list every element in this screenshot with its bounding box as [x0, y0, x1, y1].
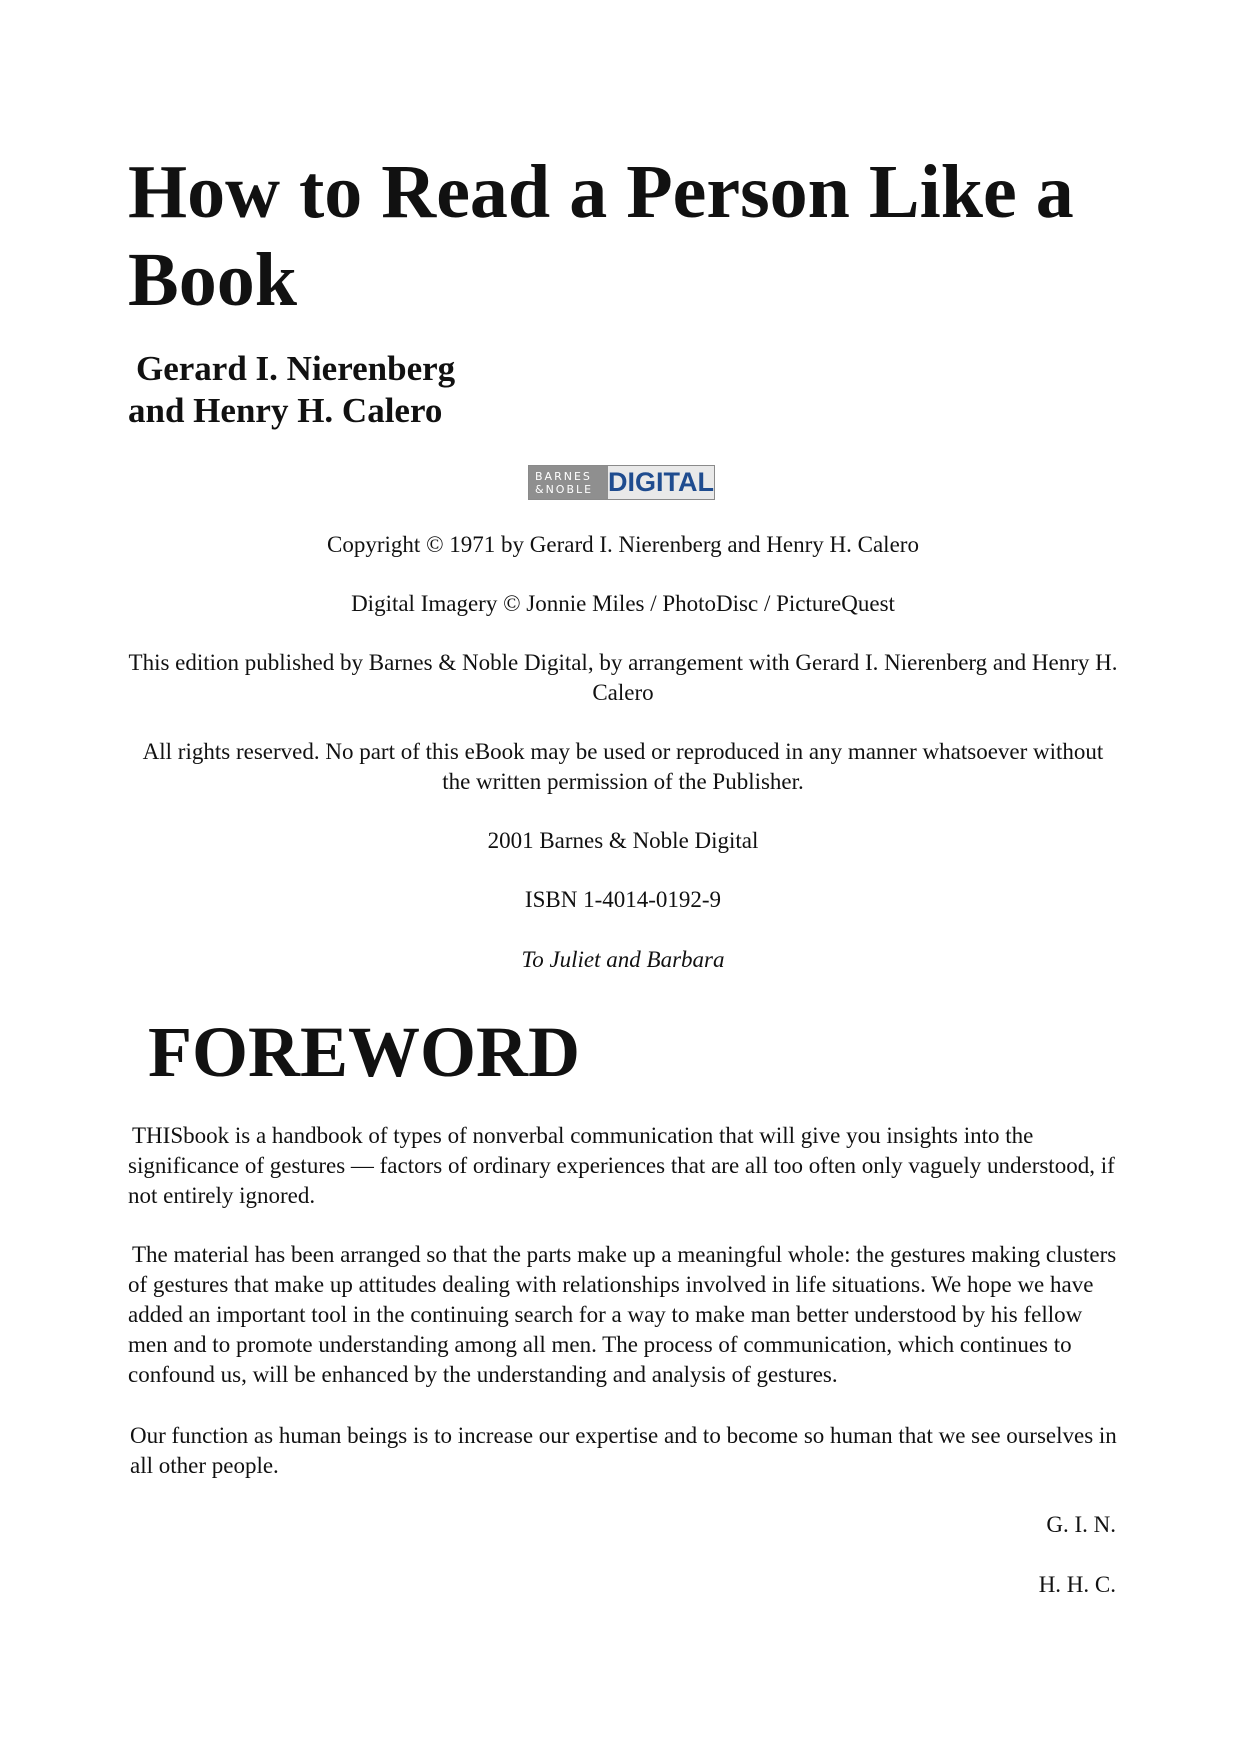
- signature-hhc: H. H. C.: [1038, 1572, 1116, 1597]
- rights-notice: All rights reserved. No part of this eBook may be used or reproduced in any manner whatsoever without the written permission of the Publisher.: [142, 739, 1104, 794]
- dedication: To Juliet and Barbara: [521, 947, 725, 972]
- foreword-paragraph-3: Our function as human beings is to increase our expertise and to become so human that we see ourselves in all other people.: [130, 1423, 1117, 1478]
- book-title: How to Read a Person Like a Book: [128, 150, 1074, 322]
- imagery-credit: Digital Imagery © Jonnie Miles / PhotoDisc / PictureQuest: [351, 591, 895, 616]
- barnes-noble-digital-logo: [528, 465, 715, 500]
- edition-note: This edition published by Barnes & Noble Digital, by arrangement with Gerard I. Nierenberg and Henry H. Calero: [128, 650, 1118, 705]
- copyright-line: Copyright © 1971 by Gerard I. Nierenberg and Henry H. Calero: [327, 532, 919, 557]
- publisher-line: 2001 Barnes & Noble Digital: [487, 828, 759, 853]
- foreword-heading: FOREWORD: [148, 1012, 580, 1092]
- author-line-2: and Henry H. Calero: [128, 391, 443, 430]
- author-line-1: Gerard I. Nierenberg: [136, 349, 456, 388]
- logo-left-line-1: BARNES: [535, 469, 592, 483]
- foreword-paragraph-2: The material has been arranged so that the parts make up a meaningful whole: the gestures making clusters of gestures that make up attitudes dealing with relationships involved in life situations. We hope we have added an important tool in the continuing search for a way to make man better understood by his fellow men and to promote understanding among all men. The process of communication, which continues to confound us, will be enhanced by the understanding and analysis of gestures.: [128, 1242, 1117, 1387]
- foreword-paragraph-1: THISbook is a handbook of types of nonverbal communication that will give you insights into the significance of gestures — factors of ordinary experiences that are all too often only vaguely understood, if not entirely ignored.: [128, 1123, 1115, 1208]
- authors-block: [128, 348, 455, 432]
- signature-gin: G. I. N.: [1046, 1512, 1116, 1537]
- logo-barnes-noble-mark: [529, 466, 608, 499]
- logo-digital-word: DIGITAL: [608, 467, 714, 497]
- isbn-line: ISBN 1-4014-0192-9: [524, 887, 722, 912]
- logo-left-line-2: &NOBLE: [535, 482, 594, 496]
